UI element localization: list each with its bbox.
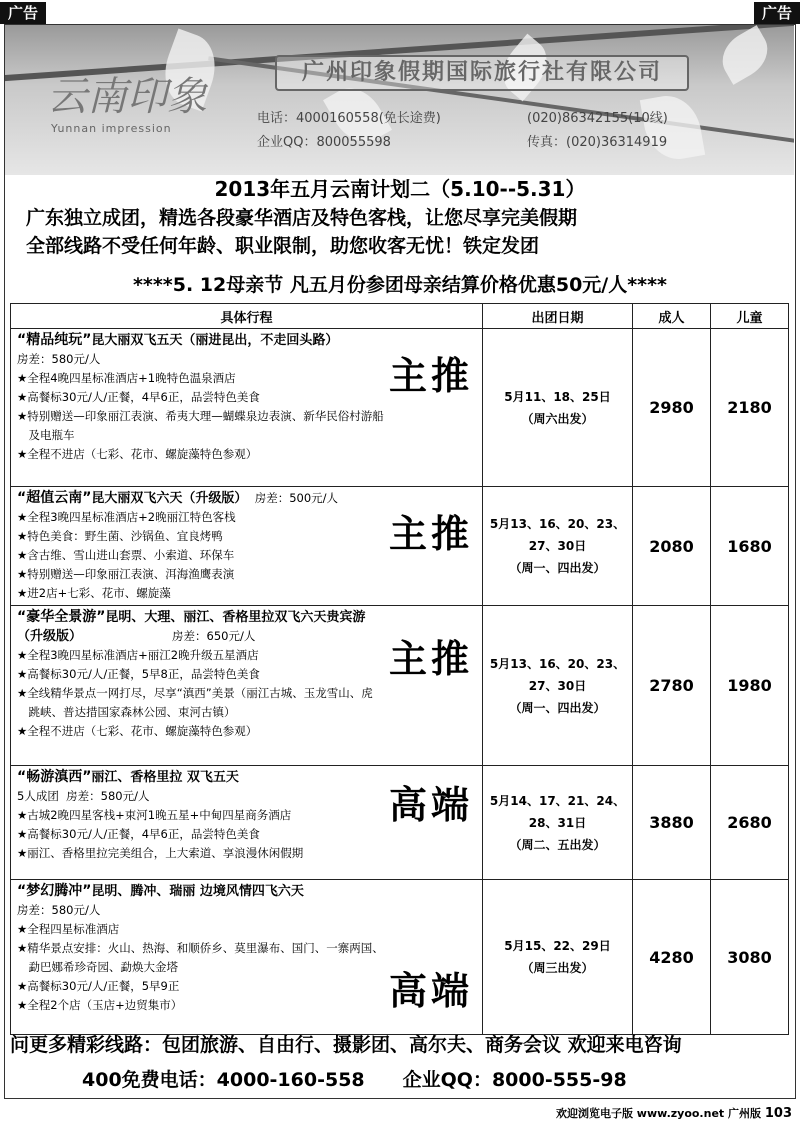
footer-more-routes: 问更多精彩线路：包团旅游、自由行、摄影团、高尔夫、商务会议 欢迎来电咨询 [10,1034,682,1056]
phone: 电话：4000160558(免长途费) [257,111,441,126]
route-line: ★古城2晚四星客栈+束河1晚五星+中甸四星商务酒店 [17,808,292,822]
route-line: ★特别赠送—印象丽江表演、洱海渔鹰表演 [17,567,235,581]
date-line: （周二、五出发） [509,837,606,852]
route-line: ★全程4晚四星标准酒店+1晚特色温泉酒店 [17,371,236,385]
child-price: 3080 [711,880,789,1035]
route-line: ★高餐标30元/人/正餐，5早8正，品尝特色美食 [17,667,260,681]
table-row [11,606,789,766]
date-line: 28、31日 [528,815,587,830]
edition-label: 广州版 [728,1107,762,1120]
column-header: 出团日期 [483,304,633,329]
route-line: 跳峡、普达措国家森林公园、束河古镇） [17,705,236,719]
date-line: （周一、四出发） [509,700,606,715]
route-line: 及电瓶车 [17,428,75,442]
child-price: 1980 [711,606,789,766]
qq: 企业QQ：800055598 [257,135,391,150]
route-title: 昆大丽双飞六天（升级版） [91,491,248,506]
departure-dates [483,329,633,487]
route-cell [11,487,483,606]
child-price: 1680 [711,487,789,606]
page-number: 103 [764,1106,792,1121]
route-name: “豪华全景游” [17,609,106,625]
fax: 传真：(020)36314919 [527,135,668,150]
featured-badge: 主推 [389,512,474,556]
route-line: ★精华景点安排：火山、热海、和顺侨乡、莫里瀑布、国门、一寨两国、 [17,941,384,955]
date-line: 5月13、16、20、23、 [489,517,626,531]
child-price: 2180 [711,329,789,487]
logo: 云南印象 [47,74,207,120]
route-name: “畅游滇西” [17,769,92,785]
route-cell [11,606,483,766]
route-line: ★全程不进店（七彩、花市、螺旋藻特色参观） [17,447,258,461]
departure-dates [483,606,633,766]
route-line: ★高餐标30元/人/正餐，4早6正，品尝特色美食 [17,827,260,841]
route-line: ★全线精华景点一网打尽，尽享“滇西”美景（丽江古城、玉龙雪山、虎 [17,686,373,700]
route-line: ★特色美食：野生菌、沙锅鱼、宜良烤鸭 [17,529,223,543]
date-line: （周一、四出发） [509,561,606,575]
route-line: ★丽江、香格里拉完美组合，上大索道、享浪漫休闲假期 [17,846,304,860]
route-line: ★含古维、雪山进山套票、小索道、环保车 [17,548,235,562]
date-line: 5月15、22、29日 [504,939,611,953]
date-line: （周三出发） [521,961,594,975]
route-title: 昆明、腾冲、瑞丽 边境风情四飞六天 [91,884,304,899]
adult-price: 2980 [633,329,711,487]
route-title: 昆大丽双飞五天（丽进昆出，不走回头路） [91,333,339,348]
adult-price: 2780 [633,606,711,766]
date-line: 5月14、17、21、24、 [489,793,626,808]
room-surcharge: 房差：580元/人 [17,352,101,366]
route-line: ★全程四星标准酒店 [17,922,120,936]
ad-label-left: 广告 [0,2,46,24]
date-line: 27、30日 [528,678,587,693]
feature-line: 全部线路不受任何年龄、职业限制，助您收客无忧！铁定发团 [26,235,540,257]
route-line: ★全程3晚四星标准酒店+丽江2晚升级五星酒店 [17,648,259,662]
route-name: “梦幻腾冲” [17,883,92,899]
leaf-decoration [640,91,705,165]
departure-dates [483,487,633,606]
promo-banner: ****5. 12母亲节 凡五月份参团母亲结算价格优惠50元/人**** [133,274,667,296]
footer-contact: 400免费电话：4000-160-558 企业QQ：8000-555-98 [82,1069,627,1091]
table-row [11,766,789,880]
route-title: 昆明、大理、丽江、香格里拉双飞六天贵宾游 [105,610,366,625]
premium-badge: 高端 [389,783,474,827]
header-banner [5,25,794,175]
route-line: ★高餐标30元/人/正餐，4早6正，品尝特色美食 [17,390,260,404]
logo-subtitle: Yunnan impression [51,122,172,135]
page-footer [556,1105,792,1121]
room-surcharge: 房差：650元/人 [172,629,256,643]
premium-badge: 高端 [389,969,474,1013]
route-cell [11,766,483,880]
room-surcharge: 房差：580元/人 [17,903,101,917]
table-row [11,329,789,487]
featured-badge: 主推 [389,354,474,398]
table-row [11,880,789,1035]
route-subtitle: （升级版） [17,629,83,644]
company-name: 广州印象假期国际旅行社有限公司 [275,55,689,91]
date-line: 27、30日 [528,539,587,553]
route-line: ★全程3晚四星标准酒店+2晚丽江特色客栈 [17,510,236,524]
departure-dates [483,766,633,880]
route-line: ★全程2个店（玉店+边贸集市） [17,998,183,1012]
route-title: 丽江、香格里拉 双飞五天 [91,770,239,785]
column-header: 具体行程 [11,304,483,329]
route-line: ★全程不进店（七彩、花市、螺旋藻特色参观） [17,724,258,738]
itinerary-table [10,303,789,1035]
date-line: （周六出发） [521,411,594,426]
adult-price: 3880 [633,766,711,880]
route-name: “精品纯玩” [17,332,92,348]
date-line: 5月11、18、25日 [504,389,611,404]
route-cell [11,880,483,1035]
adult-price: 4280 [633,880,711,1035]
table-row [11,487,789,606]
group-size: 5人成团 [17,789,59,803]
route-line: 勐巴娜希珍奇园、勐焕大金塔 [17,960,178,974]
route-line: ★特别赠送—印象丽江表演、希夷大理—蝴蝶泉边表演、新华民俗村游船 [17,409,384,423]
site-link[interactable]: 欢迎浏览电子版 www.zyoo.net [555,1107,725,1120]
date-line: 5月13、16、20、23、 [489,656,626,671]
route-line: ★进2店+七彩、花市、螺旋藻 [17,586,171,600]
feature-line: 广东独立成团，精选各段豪华酒店及特色客栈，让您尽享完美假期 [26,207,578,229]
adult-price: 2080 [633,487,711,606]
route-name: “超值云南” [17,490,92,506]
phone-secondary: (020)86342155(10线) [527,111,668,126]
ad-label-right: 广告 [754,2,800,24]
room-surcharge: 房差：500元/人 [254,491,339,505]
column-header: 儿童 [711,304,789,329]
child-price: 2680 [711,766,789,880]
plan-title: 2013年五月云南计划二（5.10--5.31） [214,177,586,201]
route-line: ★高餐标30元/人/正餐，5早9正 [17,979,180,993]
leaf-decoration [713,25,776,85]
featured-badge: 主推 [389,637,474,681]
table-header-row [11,304,789,329]
departure-dates [483,880,633,1035]
room-surcharge: 房差：580元/人 [66,789,150,803]
route-cell [11,329,483,487]
column-header: 成人 [633,304,711,329]
